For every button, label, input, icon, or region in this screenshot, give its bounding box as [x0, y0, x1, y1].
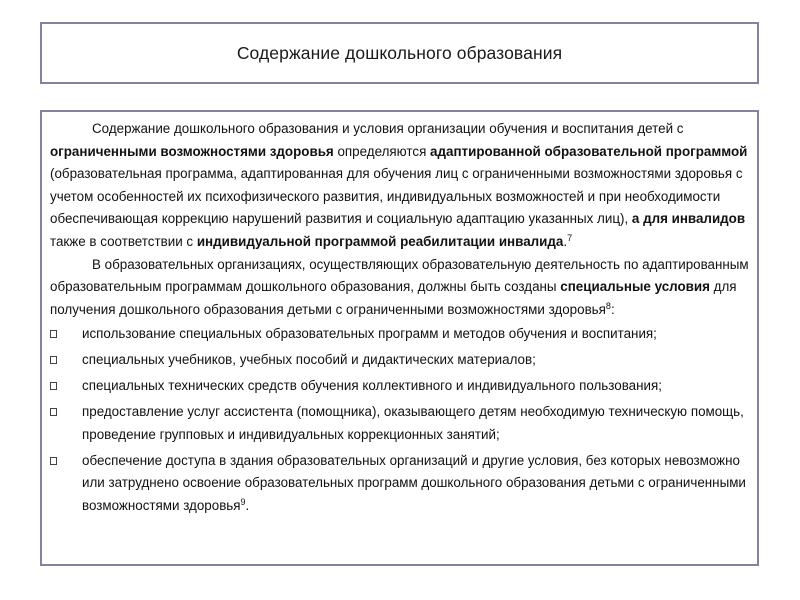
list-item-text-last: [82, 450, 751, 518]
content-box: [40, 110, 759, 566]
p1-text-1: Содержание дошкольного образования и условия организации обучения и воспитания детей с: [92, 121, 684, 136]
square-bullet-icon: [50, 401, 82, 446]
p1-bold-rehab-program: индивидуальной программой реабилитации инвалида: [196, 233, 564, 249]
list-item: [50, 323, 751, 346]
footnote-ref-7: 7: [567, 232, 573, 243]
p1-bold-limited-abilities: ограниченными возможностями здоровья: [50, 143, 334, 159]
list-item-text: предоставление услуг ассистента (помощника), оказывающего детям необходимую техническую помощь, проведение групповых и индивидуальных коррекционных занятий;: [82, 404, 744, 442]
p2-text-2: для получения дошкольного образования детьми с ограниченными возможностями здоровья: [50, 279, 737, 317]
paragraph-special-conditions: [50, 254, 751, 322]
list-item-text: специальных технических средств обучения коллективного и индивидуального пользования;: [82, 378, 662, 394]
p1-text-2: определяются: [333, 143, 431, 159]
list-item-text: использование специальных образовательных программ и методов обучения и воспитания;: [82, 326, 657, 342]
square-bullet-icon: [50, 323, 82, 346]
p2-bold-special-conditions: специальные условия: [560, 279, 710, 295]
slide-title: Содержание дошкольного образования: [236, 42, 563, 63]
list-item: [50, 375, 751, 398]
footnote-ref-8: 8: [605, 300, 611, 311]
square-bullet-icon: [50, 450, 82, 518]
p2-text-3: :: [610, 301, 615, 317]
p1-text-4: также в соответствии с: [50, 233, 197, 249]
footnote-ref-9: 9: [240, 497, 246, 508]
list-item: [50, 349, 751, 372]
last-item-tail: .: [245, 498, 250, 514]
square-bullet-icon: [50, 349, 82, 372]
p1-bold-for-disabled: а для инвалидов: [631, 211, 746, 227]
list-item: [50, 401, 751, 446]
p1-text-5: .: [563, 233, 568, 249]
p1-bold-adapted-program: адаптированной образовательной программой: [430, 143, 748, 159]
paragraph-program-content: [50, 118, 751, 254]
last-item-body: обеспечение доступа в здания образовательных организаций и другие условия, без которых невозможно или затруднено освоение образовательных программ дошкольного образования детьми с ограниченными возможностями здоровья: [82, 452, 746, 514]
p1-text-3: (образовательная программа, адаптированная для обучения лиц с ограниченными возможностями здоровья с учетом особенностей их психофизического развития, индивидуальных возможностей и при необходимости обеспечивающая коррекцию нарушений развития и социальную адаптацию указанных лиц),: [50, 166, 743, 227]
list-item-text: специальных учебников, учебных пособий и дидактических материалов;: [82, 352, 536, 368]
p2-text-1: В образовательных организациях, осуществляющих образовательную деятельность по адаптированным образовательным программам дошкольного образования, должны быть созданы: [50, 256, 749, 295]
list-item: [50, 450, 751, 518]
square-bullet-icon: [50, 375, 82, 398]
title-box: [40, 22, 759, 84]
conditions-list: [50, 323, 751, 517]
